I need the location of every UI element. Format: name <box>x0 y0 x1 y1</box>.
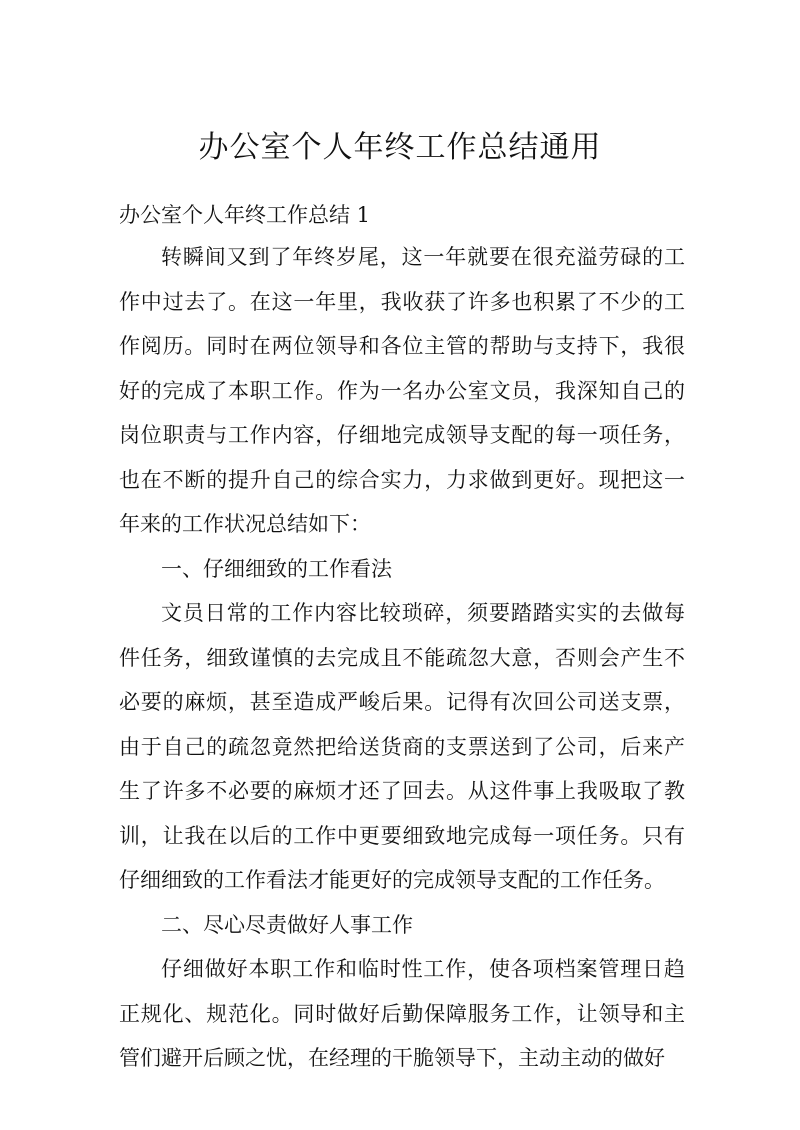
section-heading-1: 一、仔细细致的工作看法 <box>161 556 392 581</box>
section-heading-2: 二、尽心尽责做好人事工作 <box>161 912 413 937</box>
document-body <box>119 235 685 1081</box>
document-title: 办公室个人年终工作总结通用 <box>198 130 602 165</box>
paragraph-intro: 转瞬间又到了年终岁尾，这一年就要在很充溢劳碌的工作中过去了。在这一年里，我收获了许多也积累了不少的工作阅历。同时在两位领导和各位主管的帮助与支持下，我很好的完成了本职工作。作为一名办公室文员，我深知自己的岗位职责与工作内容，仔细地完成领导支配的每一项任务，也在不断的提升自己的综合实力，力求做到更好。现把这一年来的工作状况总结如下： <box>119 245 685 536</box>
paragraph-careful-work: 文员日常的工作内容比较琐碎，须要踏踏实实的去做每件任务，细致谨慎的去完成且不能疏忽大意，否则会产生不必要的麻烦，甚至造成严峻后果。记得有次回公司送支票，由于自己的疏忽竟然把给送货商的支票送到了公司，后来产生了许多不必要的麻烦才还了回去。从这件事上我吸取了教训，让我在以后的工作中更要细致地完成每一项任务。只有仔细细致的工作看法才能更好的完成领导支配的工作任务。 <box>119 601 685 892</box>
paragraph-personnel-work: 仔细做好本职工作和临时性工作，使各项档案管理日趋正规化、规范化。同时做好后勤保障服务工作，让领导和主管们避开后顾之忧，在经理的干脆领导下，主动主动的做好 <box>119 957 685 1070</box>
section-subtitle: 办公室个人年终工作总结 1 <box>119 203 371 227</box>
